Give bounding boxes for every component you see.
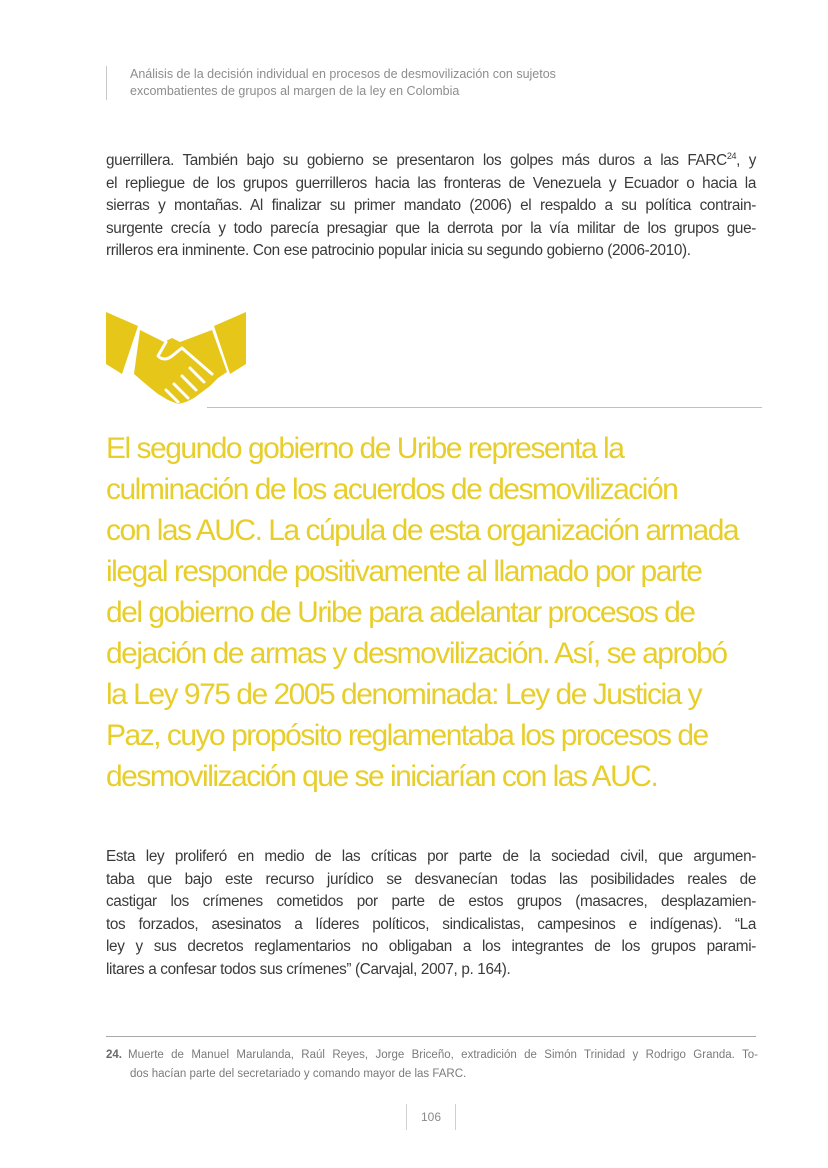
footnote-24 [106, 1046, 758, 1084]
paragraph-2-line: tos forzados, asesinatos a líderes políticos, sindicalistas, campesinos e indígenas). “La [106, 915, 756, 933]
page-number-box [406, 1104, 456, 1130]
paragraph-1-line: el repliegue de los grupos guerrilleros hacia las fronteras de Venezuela y Ecuador o hacia la [106, 174, 756, 192]
paragraph-2-line: Esta ley proliferó en medio de las críticas por parte de la sociedad civil, que argumen- [106, 848, 756, 865]
footnote-number: 24. [106, 1049, 122, 1061]
pull-quote-line: El segundo gobierno de Uribe representa la [106, 432, 624, 465]
pull-quote-line: ilegal responde positivamente al llamado por parte [106, 555, 702, 588]
paragraph-1-line: rrilleros era inminente. Con ese patrocinio popular inicia su segundo gobierno (2006-2010). [106, 242, 691, 260]
header-line-1: Análisis de la decisión individual en procesos de desmovilización con sujetos [130, 67, 556, 81]
header-divider [106, 66, 107, 100]
header-line-2: excombatientes de grupos al margen de la ley en Colombia [130, 84, 460, 98]
pull-quote-line: dejación de armas y desmovilización. Así, se aprobó [106, 637, 727, 670]
paragraph-2-line: litares a confesar todos sus crímenes” (Carvajal, 2007, p. 164). [106, 960, 511, 978]
paragraph-1-line: surgente crecía y todo parecía presagiar que la derrota por la vía militar de los grupos gue- [106, 219, 756, 237]
running-header [130, 66, 730, 100]
paragraph-2 [106, 846, 756, 982]
pull-quote-line: del gobierno de Uribe para adelantar procesos de [106, 596, 695, 629]
footnote-line: dos hacían parte del secretariado y comando mayor de las FARC. [130, 1068, 467, 1080]
paragraph-1-line: guerrillera. También bajo su gobierno se presentaron los golpes más duros a las FARC$^{24}$, y [106, 150, 756, 169]
paragraph-2-line: taba que bajo este recurso jurídico se desvanecían todas las posibilidades reales de [106, 870, 756, 888]
paragraph-2-line: castigar los crímenes cometidos por parte de estos grupos (masacres, desplazamien- [106, 893, 756, 911]
footnote-rule [106, 1036, 756, 1037]
footnote-ref-24[interactable]: 24 [726, 150, 737, 161]
pull-quote-line: desmovilización que se iniciarían con las AUC. [106, 760, 658, 793]
quote-rule [207, 407, 762, 408]
paragraph-2-line: ley y sus decretos reglamentarios no obligaban a los integrantes de los grupos parami- [106, 938, 756, 956]
page-number: 106 [420, 1110, 442, 1124]
handshake-icon [106, 312, 246, 408]
pull-quote [106, 428, 766, 797]
paragraph-1-line: sierras y montañas. Al finalizar su primer mandato (2006) el respaldo a su política contrain- [106, 197, 756, 215]
pull-quote-line: con las AUC. La cúpula de esta organización armada [106, 514, 739, 547]
pull-quote-line: Paz, cuyo propósito reglamentaba los procesos de [106, 719, 708, 752]
footnote-line: 24. Muerte de Manuel Marulanda, Raúl Reyes, Jorge Briceño, extradición de Simón Trinidad y Rodrigo Granda. To- [106, 1049, 758, 1061]
pull-quote-line: la Ley 975 de 2005 denominada: Ley de Justicia y [106, 678, 702, 711]
pull-quote-line: culminación de los acuerdos de desmovilización [106, 473, 678, 506]
paragraph-1 [106, 150, 756, 263]
